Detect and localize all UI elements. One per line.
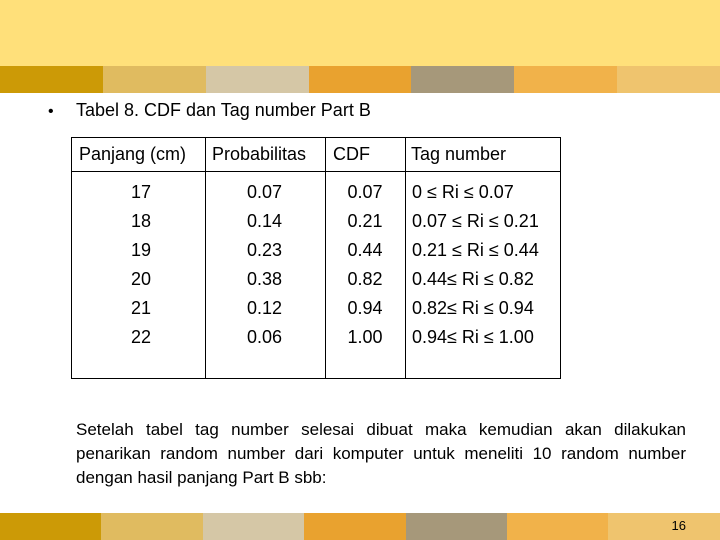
header-band	[0, 0, 720, 66]
stripe-segment	[101, 513, 202, 540]
table-divider	[205, 138, 206, 378]
stripe-segment	[206, 66, 309, 93]
stripe-segment	[507, 513, 608, 540]
table-divider	[325, 138, 326, 378]
cell-probability: 0.23	[246, 240, 283, 260]
cell-length: 21	[130, 298, 152, 318]
column-tag-number	[412, 178, 560, 352]
cell-probability: 0.14	[246, 211, 283, 231]
column-cdf	[330, 178, 400, 352]
stripe-segment	[0, 513, 101, 540]
body-paragraph: Setelah tabel tag number selesai dibuat maka kemudian akan dilakukan penarikan random number dari komputer untuk meneliti 10 random number dengan hasil panjang Part B sbb:	[76, 420, 686, 487]
cell-tag: 0.44≤ Ri ≤ 0.82	[412, 269, 534, 289]
cdf-table	[71, 137, 561, 379]
stripe-segment	[203, 513, 304, 540]
cell-probability: 0.12	[246, 298, 283, 318]
cell-tag: 0.94≤ Ri ≤ 1.00	[412, 327, 534, 347]
cell-cdf: 0.94	[347, 298, 383, 318]
stripe-segment	[304, 513, 405, 540]
header-tag-number: Tag number	[411, 144, 507, 164]
cell-probability: 0.38	[246, 269, 283, 289]
table-divider	[405, 138, 406, 378]
cell-tag: 0.82≤ Ri ≤ 0.94	[412, 298, 534, 318]
header-cdf: CDF	[333, 144, 370, 164]
cell-tag: 0.21 ≤ Ri ≤ 0.44	[412, 240, 539, 260]
page-number: 16	[671, 518, 686, 533]
top-color-stripe	[0, 66, 720, 93]
stripe-segment	[406, 513, 507, 540]
cell-length: 20	[130, 269, 152, 289]
cell-length: 22	[130, 327, 152, 347]
column-probability	[217, 178, 312, 352]
bottom-color-stripe	[0, 513, 720, 540]
cell-length: 17	[130, 182, 152, 202]
header-probability: Probabilitas	[212, 144, 307, 164]
stripe-segment	[0, 66, 103, 93]
stripe-segment	[617, 66, 720, 93]
bullet-icon: •	[48, 103, 54, 120]
cell-probability: 0.06	[246, 327, 283, 347]
stripe-segment	[309, 66, 412, 93]
cell-length: 18	[130, 211, 152, 231]
stripe-segment	[411, 66, 514, 93]
cell-cdf: 0.21	[347, 211, 383, 231]
header-length: Panjang (cm)	[79, 144, 187, 164]
cell-cdf: 0.44	[347, 240, 383, 260]
cell-probability: 0.07	[246, 182, 283, 202]
cell-tag: 0.07 ≤ Ri ≤ 0.21	[412, 211, 539, 231]
column-length	[92, 178, 190, 352]
cell-cdf: 0.07	[347, 182, 383, 202]
cell-cdf: 0.82	[347, 269, 383, 289]
stripe-segment	[608, 513, 720, 540]
cell-tag: 0 ≤ Ri ≤ 0.07	[412, 182, 514, 202]
slide-title-text: Tabel 8. CDF dan Tag number Part B	[76, 100, 371, 120]
stripe-segment	[103, 66, 206, 93]
table-header-divider	[72, 171, 560, 172]
cell-length: 19	[130, 240, 152, 260]
cell-cdf: 1.00	[347, 327, 383, 347]
slide-title	[48, 100, 371, 121]
stripe-segment	[514, 66, 617, 93]
